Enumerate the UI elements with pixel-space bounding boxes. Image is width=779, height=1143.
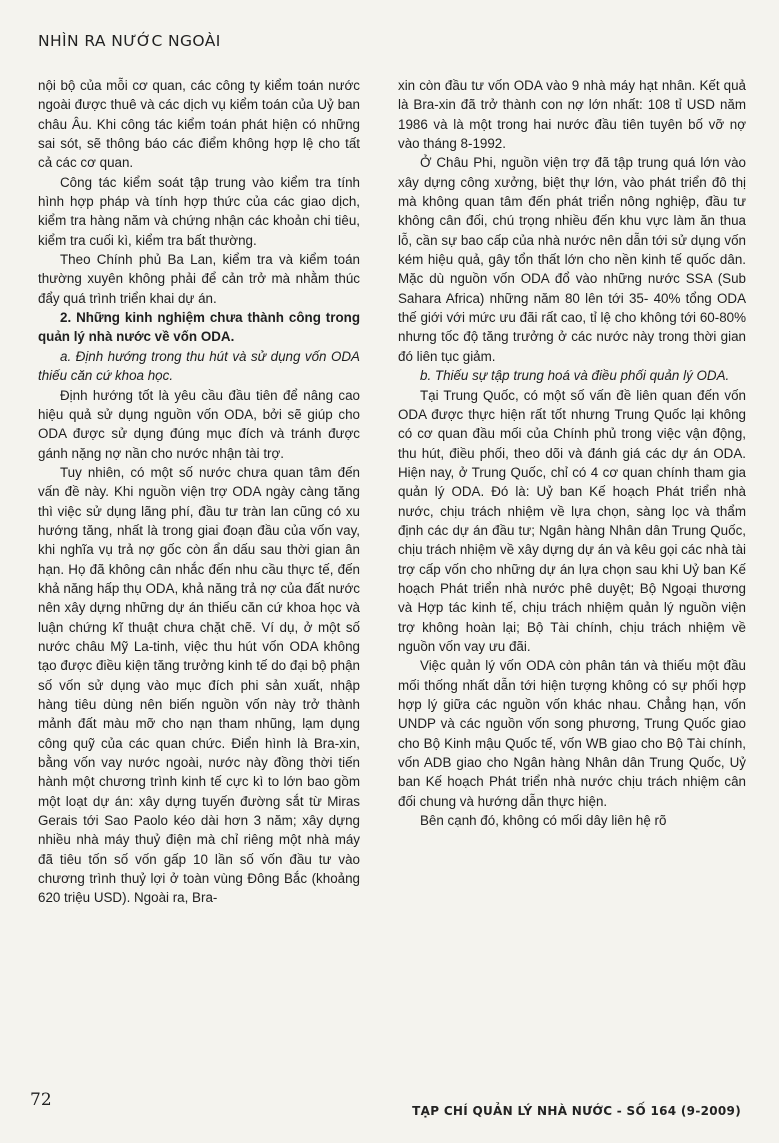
paragraph: xin còn đầu tư vốn ODA vào 9 nhà máy hạt nhân. Kết quả là Bra-xin đã trở thành con nợ lớn nhất: 108 tỉ USD năm 1986 và là một trong hai nước đầu tiên tuyên bố vỡ nợ vào tháng 8-1992. [398,78,746,152]
left-column [38,76,360,908]
section-header: NHÌN RA NƯỚC NGOÀI [38,32,221,50]
journal-title: TẠP CHÍ QUẢN LÝ NHÀ NƯỚC - SỐ 164 (9-2009) [412,1104,741,1118]
right-column [398,76,746,830]
paragraph: Bên cạnh đó, không có mối dây liên hệ rõ [420,813,667,829]
paragraph: Tại Trung Quốc, có một số vấn đề liên quan đến vốn ODA được thực hiện rất tốt nhưng Trung Quốc lại không có cơ quan đầu mối của Chính phủ trong việc vận động, thu hút, điều phối, theo dõi và đánh giá các dự án ODA. Hiện nay, ở Trung Quốc, chỉ có 4 cơ quan chính tham gia quản lý ODA. Đó là: Uỷ ban Kế hoạch Phát triển nhà nước, chịu trách nhiệm về lựa chọn, sàng lọc và thẩm định các dự án đầu tư; Ngân hàng Nhân dân Trung Quốc, chịu trách nhiệm về xây dựng dự án và kêu gọi các nhà tài trợ cấp vốn cho những dự án lựa chọn sau khi Uỷ ban Kế hoạch Phát triển nhà nước phê duyệt; Bộ Ngoại thương và Hợp tác kinh tế, chịu trách nhiệm quản lý nguồn viện trợ không hoàn lại; Bộ Tài chính, chịu trách nhiệm về nguồn vốn vay ưu đãi. [398,387,746,654]
paragraph: nội bộ của mỗi cơ quan, các công ty kiểm toán nước ngoài được thuê và các dịch vụ kiểm toán của Uỷ ban châu Âu. Khi công tác kiểm toán phát hiện có những sai sót, sẽ thông báo các điểm không hợp lệ cho tất cả các cơ quan. [38,78,360,171]
page-number: 72 [30,1090,52,1110]
subsection-heading: a. Định hướng trong thu hút và sử dụng vốn ODA thiếu căn cứ khoa học. [38,348,360,384]
paragraph: Ở Châu Phi, nguồn viện trợ đã tập trung quá lớn vào xây dựng công xưởng, biệt thự lớn, vào phát triển đô thị mà không quan tâm đến phát triển nông nghiệp, đầu tư không cân đối, chú trọng nhiều đến khu vực làm ăn thua lỗ, cần sự bao cấp của nhà nước nên dẫn tới sử dụng vốn kém hiệu quả, gây tổn thất lớn cho nền kinh tế quốc dân. Mặc dù nguồn vốn ODA đổ vào những nước SSA (Sub Sahara Africa) những năm 80 lên tới 35- 40% tổng ODA thế giới với mức ưu đãi rất cao, tỉ lệ cho không tới 60-80% nhưng tốc độ tăng trưởng ở các nước này trong thời gian đó liên tục giảm. [398,155,746,364]
paragraph: Tuy nhiên, có một số nước chưa quan tâm đến vấn đề này. Khi nguồn viện trợ ODA ngày càng tăng thì việc sử dụng lãng phí, đầu tư tràn lan cũng có xu hướng tăng, nhất là trong giai đoạn đầu của vốn vay, khi nghĩa vụ trả nợ gốc còn ẩn dấu sau thời gian ân hạn. Họ đã không cân nhắc đến nhu cầu thực tế, đến khả năng hấp thụ ODA, khả năng trả nợ của đất nước nên xây dựng những dự án thiếu căn cứ khoa học và luận chứng kĩ thuật chưa chặt chẽ. Ví dụ, ở một số nước châu Mỹ La-tinh, việc thu hút vốn ODA không tạo được điều kiện tăng trưởng kinh tế do đại bộ phận số vốn sử dụng vào mục đích phi sản xuất, nhập hàng tiêu dùng nên biến nguồn vốn này trở thành mảnh đất màu mỡ cho nạn tham nhũng, lạm dụng công quỹ của các quan chức. Điển hình là Bra-xin, bằng vốn vay nước ngoài, nước này đồng thời tiến hành một chương trình kinh tế cực kì to lớn bao gồm một loạt dự án: xây dựng tuyến đường sắt từ Miras Gerais tới Sao Paolo kéo dài hơn 3 năm; xây dựng nhiều nhà máy thuỷ điện mà chỉ riêng một nhà máy đã tiêu tốn số vốn gấp 10 lần số vốn đầu tư vào chương trình thuỷ lợi ở toàn vùng Đông Bắc (khoảng 620 triệu USD). Ngoài ra, Bra- [38,464,360,906]
paragraph: Theo Chính phủ Ba Lan, kiểm tra và kiểm toán thường xuyên không phải để cản trở mà nhằm thúc đẩy quá trình triển khai dự án. [38,252,360,306]
paragraph: Định hướng tốt là yêu cầu đầu tiên để nâng cao hiệu quả sử dụng nguồn vốn ODA, bởi sẽ giúp cho ODA được sử dụng đúng mục đích và tránh được gánh nặng nợ nần cho nước nhận tài trợ. [38,387,360,461]
paragraph: Việc quản lý vốn ODA còn phân tán và thiếu một đầu mối thống nhất dẫn tới hiện tượng không có sự phối hợp hợp lý giữa các nguồn vốn khác nhau. Chẳng hạn, vốn UNDP và các nguồn vốn song phương, Trung Quốc giao cho Bộ Kinh mậu Quốc tế, vốn WB giao cho Bộ Tài chính, vốn ADB giao cho Ngân hàng Nhân dân Trung Quốc, Uỷ ban Kế hoạch Phát triển nhà nước chịu trách nhiệm cân đối chung và hướng dẫn thực hiện. [398,658,746,809]
subsection-heading: b. Thiếu sự tập trung hoá và điều phối quản lý ODA. [420,368,730,384]
section-heading: 2. Những kinh nghiệm chưa thành công trong quản lý nhà nước về vốn ODA. [38,310,360,345]
paragraph: Công tác kiểm soát tập trung vào kiểm tra tính hình hợp pháp và tính hợp thức của các giao dịch, kiểm tra hàng năm và chứng nhận các khoản chi tiêu, kiểm tra cuối kì, kiểm tra bất thường. [38,174,360,248]
